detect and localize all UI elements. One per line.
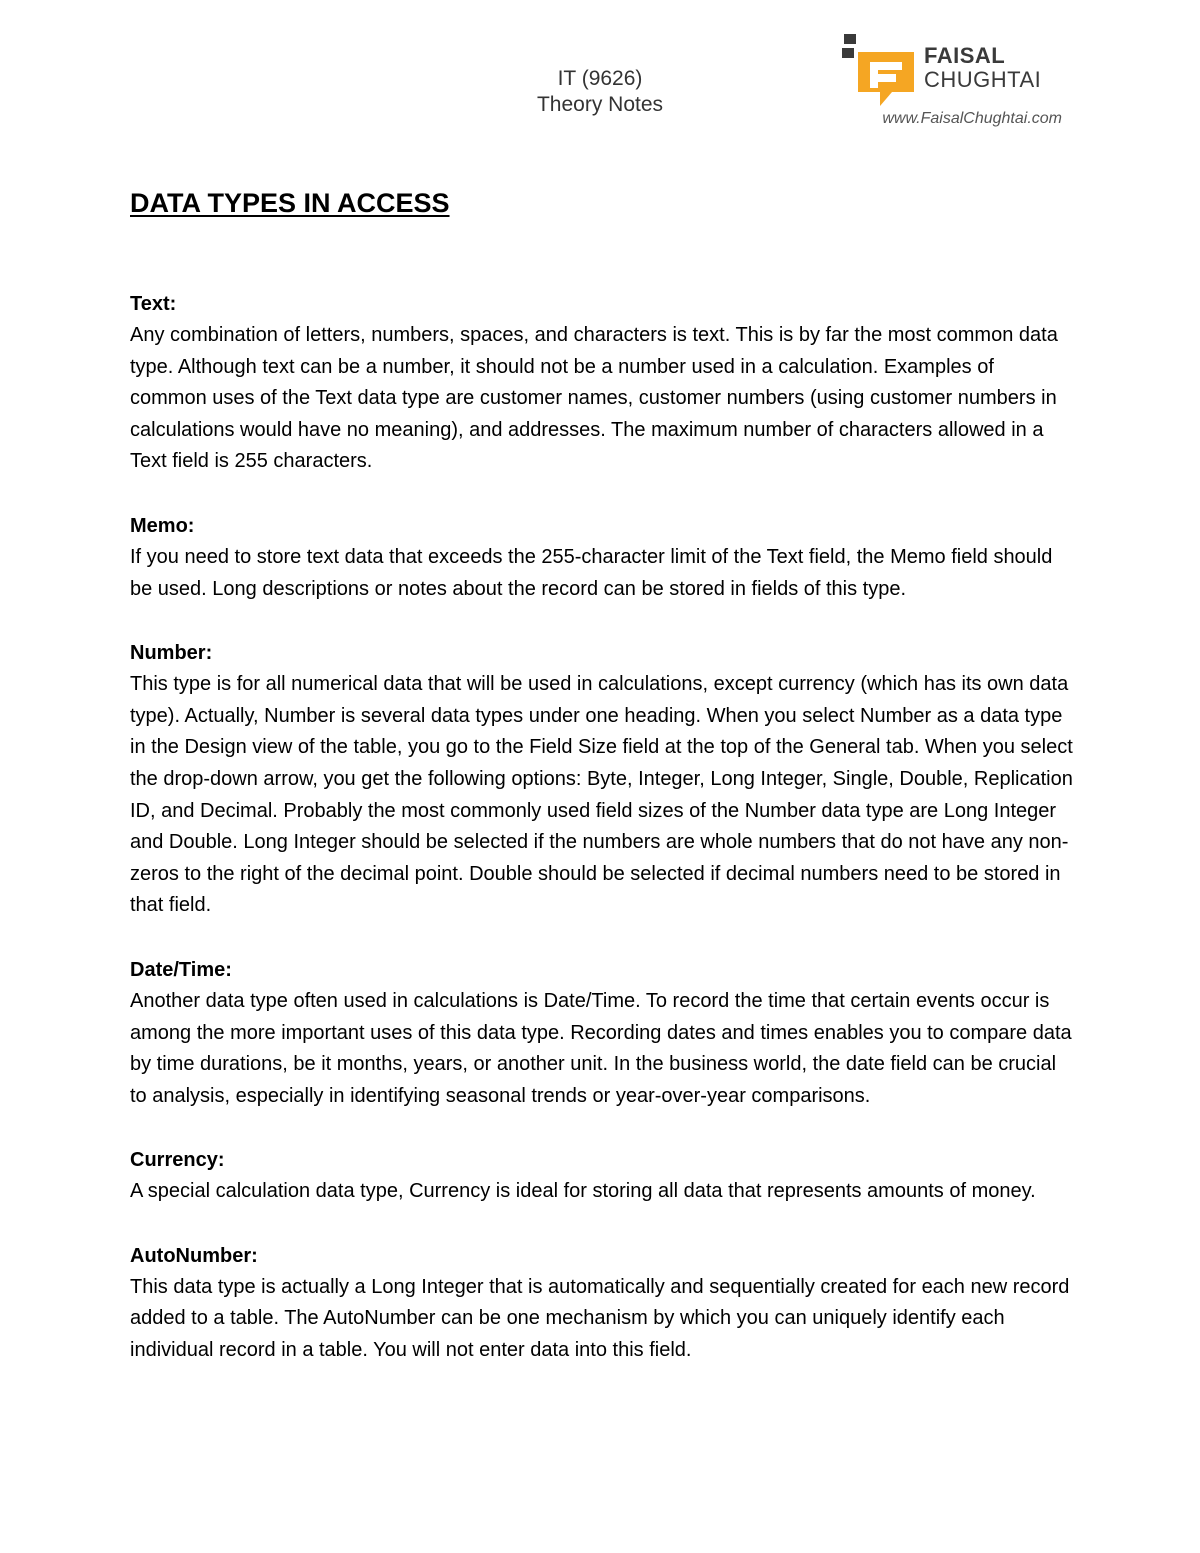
section-body: If you need to store text data that exceeds the 255-character limit of the Text field, the Memo field should be used. Long descriptions or notes about the record can be stored in fields of this type. bbox=[130, 545, 1053, 600]
section-body: This type is for all numerical data that will be used in calculations, except currency (which has its own data type). Actually, Number is several data types under one heading. When you select Number as a data type in the Design view of the table, you go to the Field Size field at the top of the General tab. When you select the drop-down arrow, you get the following options: Byte, Integer, Long Integer, Single, Double, Replication ID, and Decimal. Probably the most commonly used field sizes of the Number data type are Long Integer and Double. Long Integer should be selected if the numbers are whole numbers that do not have any non-zeros to the right of the decimal point. Double should be selected if decimal numbers need to be stored in that field. bbox=[130, 673, 1073, 917]
notes-subtitle: Theory Notes bbox=[536, 93, 664, 116]
logo-mark-icon bbox=[840, 30, 920, 112]
page-title: DATA TYPES IN ACCESS bbox=[130, 188, 450, 218]
logo-wordmark bbox=[924, 44, 1041, 92]
faisal-chughtai-logo bbox=[840, 30, 1080, 140]
section-body: This data type is actually a Long Integer that is automatically and sequentially created for each new record added to a table. The AutoNumber can be one mechanism by which you can uniquely identify each individual record in a table. You will not enter data into this field. bbox=[130, 1275, 1070, 1362]
logo-name-last: CHUGHTAI bbox=[924, 67, 1042, 92]
section-body: A special calculation data type, Currency is ideal for storing all data that represents amounts of money. bbox=[130, 1180, 1036, 1203]
section-heading: Currency: bbox=[130, 1149, 225, 1172]
section-autonumber bbox=[130, 1240, 1075, 1367]
notes-content bbox=[130, 288, 1075, 1399]
section-memo bbox=[130, 510, 1075, 605]
section-body: Any combination of letters, numbers, spaces, and characters is text. This is by far the most common data type. Although text can be a number, it should not be a number used in a calculation. Examples of common uses of the Text data type are customer names, customer numbers (using customer numbers in calculations would have no meaning), and addresses. The maximum number of characters allowed in a Text field is 255 characters. bbox=[130, 324, 1058, 473]
section-heading: Number: bbox=[130, 642, 213, 665]
section-heading: Date/Time: bbox=[130, 958, 232, 981]
section-heading: AutoNumber: bbox=[130, 1244, 258, 1267]
logo-url: www.FaisalChughtai.com bbox=[882, 110, 1062, 127]
section-text bbox=[130, 288, 1075, 478]
section-heading: Memo: bbox=[130, 514, 195, 537]
logo-name-first: FAISAL bbox=[924, 43, 1006, 68]
course-code: IT (9626) bbox=[557, 67, 643, 90]
section-currency bbox=[130, 1144, 1075, 1208]
section-body: Another data type often used in calculations is Date/Time. To record the time that certain events occur is among the more important uses of this data type. Recording dates and times enables you to compare data by time durations, be it months, years, or another unit. In the business world, the date field can be crucial to analysis, especially in identifying seasonal trends or year-over-year comparisons. bbox=[130, 989, 1072, 1107]
section-date-time bbox=[130, 954, 1075, 1112]
section-number bbox=[130, 637, 1075, 922]
section-heading: Text: bbox=[130, 293, 177, 315]
